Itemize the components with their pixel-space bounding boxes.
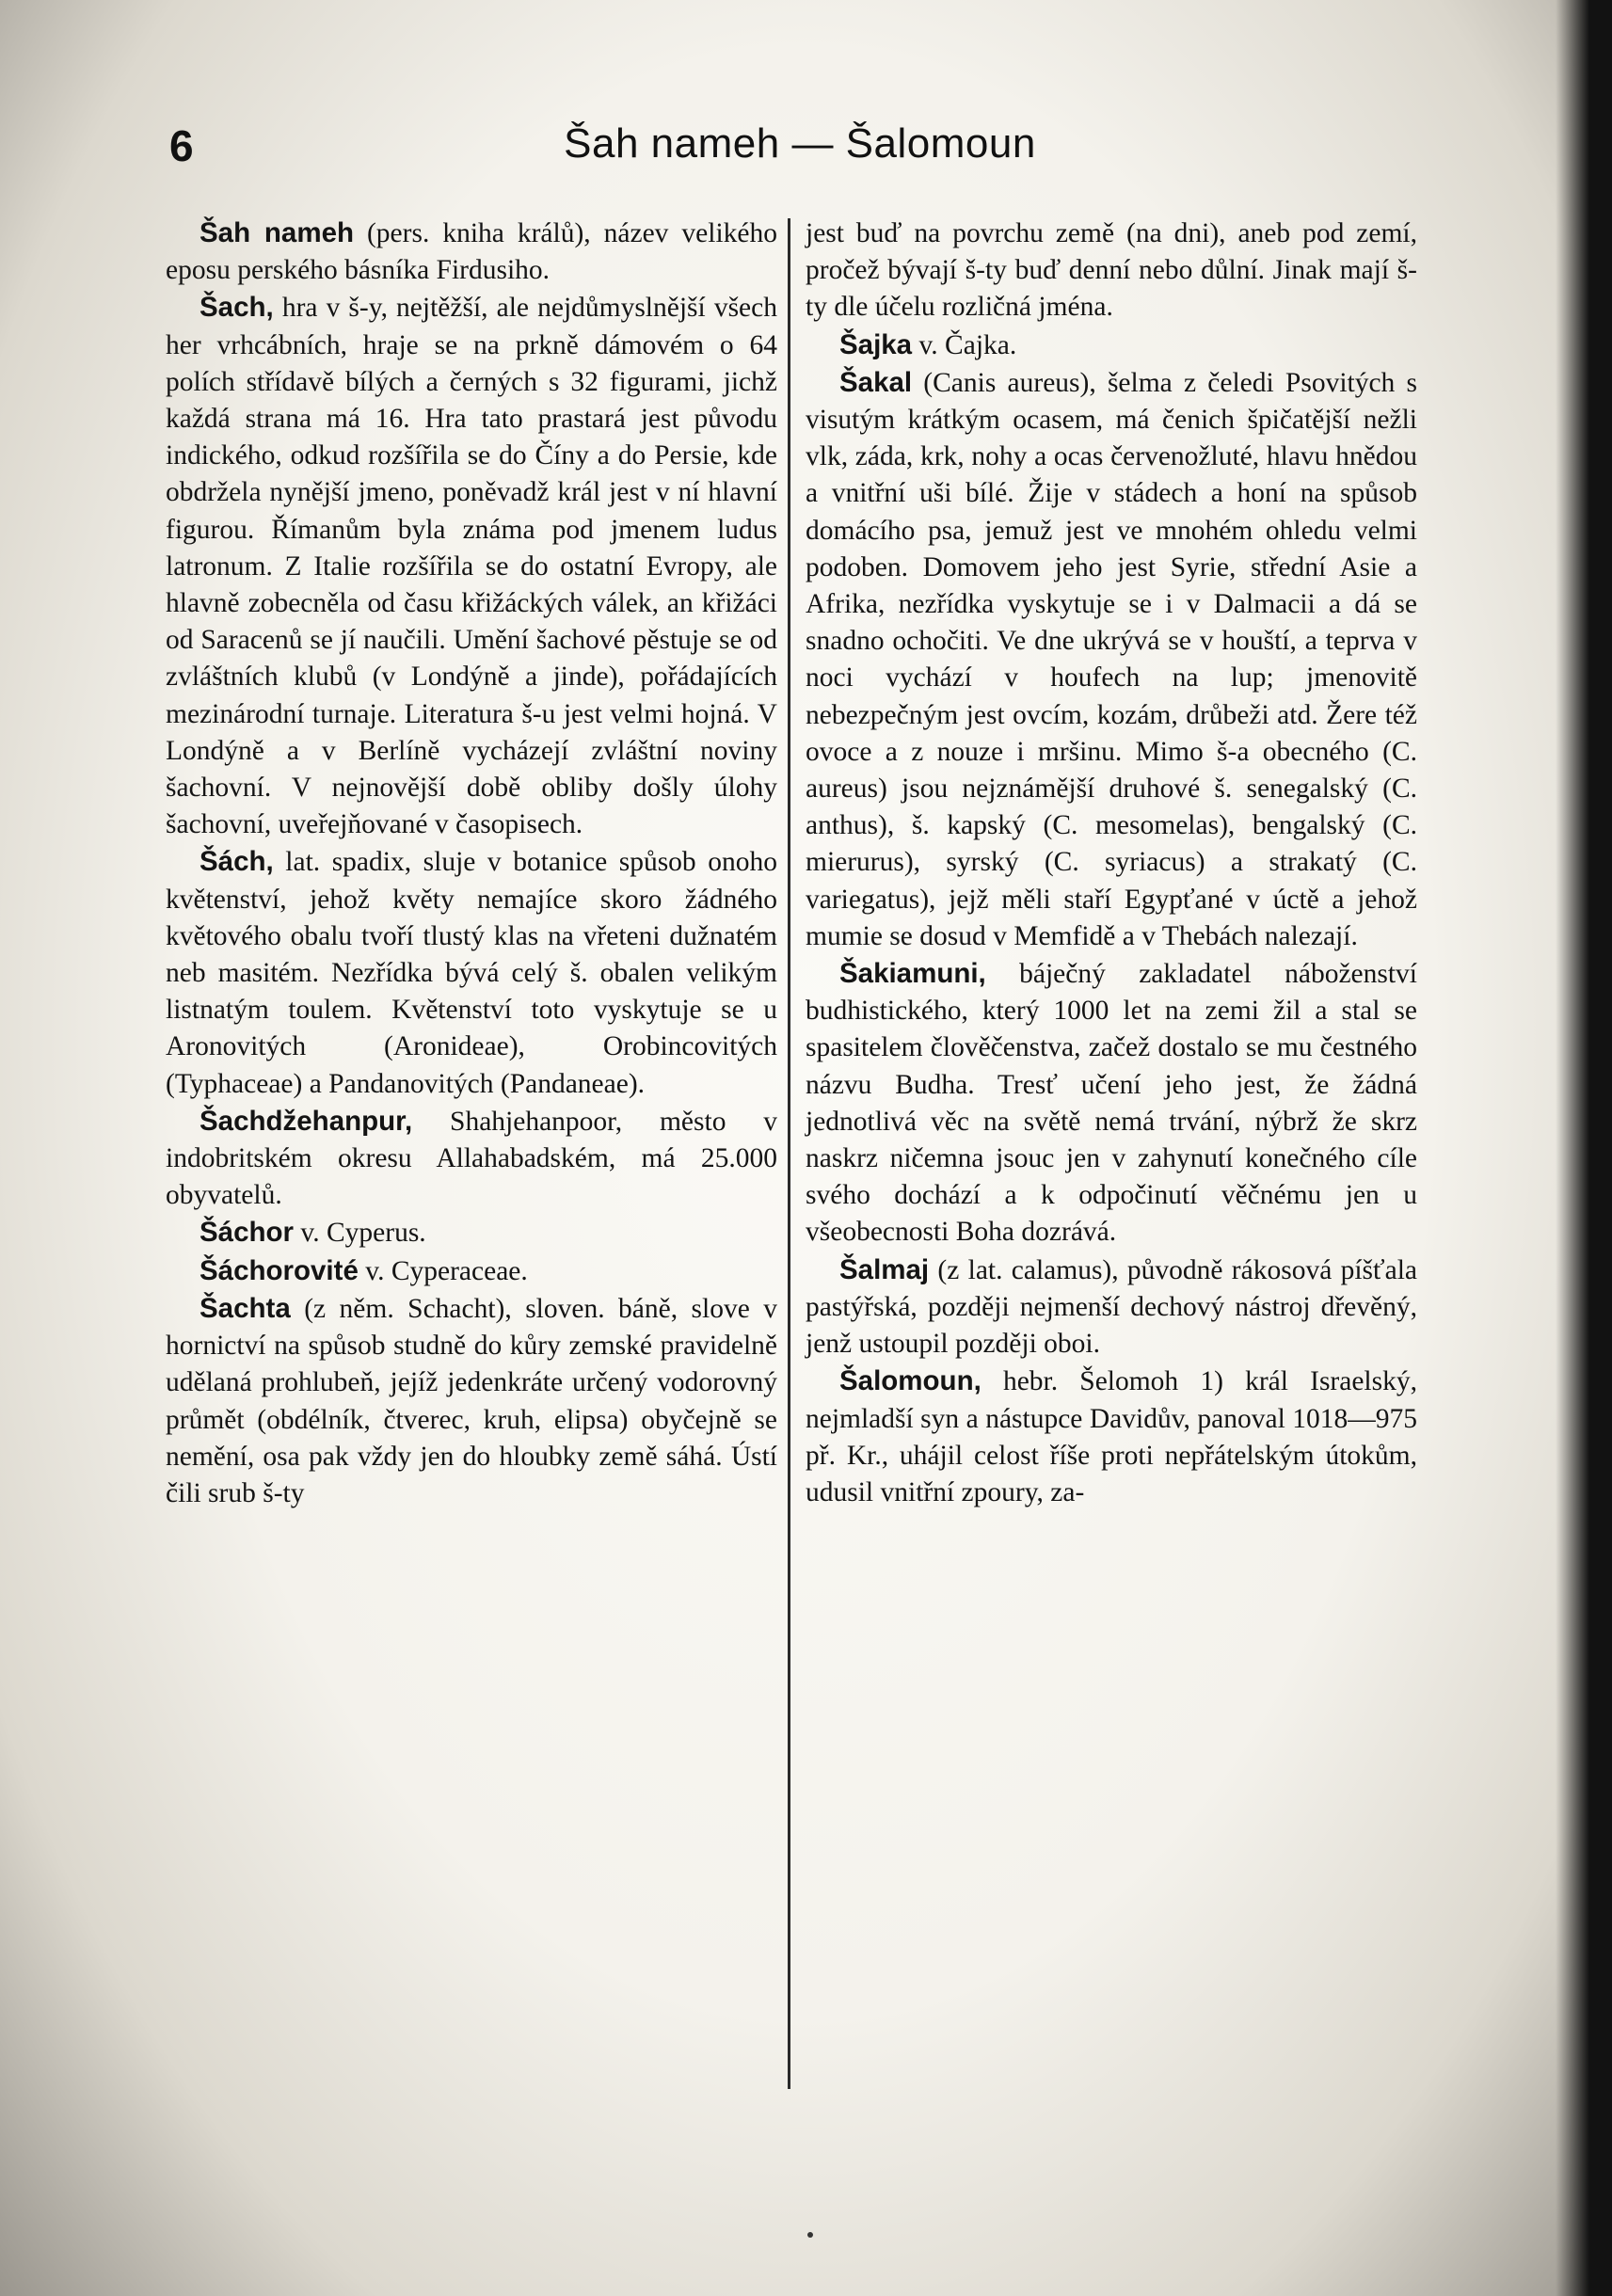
headword: Šachdžehanpur,	[200, 1105, 413, 1137]
entry-sachdzehanpur	[166, 1103, 777, 1215]
entry-text: v. Čajka.	[912, 329, 1017, 360]
headword: Šajka	[839, 328, 913, 360]
entry-salomoun	[806, 1363, 1417, 1511]
headword: Šach,	[200, 292, 274, 324]
headword: Šachta	[200, 1292, 291, 1324]
headword: Šah nameh	[200, 217, 354, 248]
entry-text: v. Cyperus.	[294, 1218, 426, 1249]
entry-text: (z něm. Schacht), sloven. báně, slove v hornictví na spůsob studně do kůry zemské pravidelně udělaná prohlubeň, jejíž jedenkráte určený vodorovný průmět (obdélník, čtverec, kruh, elipsa) obyčejně se nemění, osa pak vždy jen do hloubky země sáhá. Ústí čili srub š-ty	[166, 1293, 777, 1508]
page-header	[169, 120, 1430, 186]
entry-sakal	[806, 364, 1417, 955]
entry-text: v. Cyperaceae.	[358, 1255, 528, 1286]
headword: Šalomoun,	[839, 1365, 982, 1397]
running-head: Šah nameh — Šalomoun	[564, 120, 1036, 167]
entry-sachorovite	[166, 1252, 777, 1290]
entry-sach-botany	[166, 843, 777, 1102]
entry-text: (pers. kniha králů), název velikého eposu perského básníka Firdusiho.	[166, 218, 777, 286]
entry-text: hra v š-y, nejtěžší, ale nejdůmyslnější všech her vrhcábních, hraje se na prkně dámovém o 64 polích střídavě bílých a černých s 32 figurami, jichž každá strana má 16. Hra tato prastará jest původu indického, odkud rozšířila se do Číny a do Persie, kde obdržela nynější jmeno, poněvadž král jest v ní hlavní figurou. Římanům byla známa pod jmenem ludus latronum. Z Italie rozšířila se do ostatní Evropy, ale hlavně zobecněla od času křižáckých válek, an křižáci od Saracenů se jí naučili. Umění šachové pěstuje se od zvláštních klubů (v Londýně a jinde), pořádajících mezinárodní turnaje. Literatura š-u jest velmi hojná. V Londýně a v Berlíně vycházejí zvláštní noviny šachovní. V nejnovější době obliby došly úlohy šachovní, uveřejňované v časopisech.	[166, 293, 777, 840]
entry-sakiamuni	[806, 955, 1417, 1252]
left-column	[166, 215, 777, 1512]
scan-dark-edge	[1556, 0, 1612, 2296]
entry-text: (Canis aureus), šelma z čeledi Psovitých s visutým krátkým ocasem, má čenich špičatější nežli vlk, záda, krk, nohy a ocas červenožluté, hlavu hnědou a vnitřní uši bílé. Žije v stádech a honí na spůsob domácího psa, jemuž jest ve mnohém ohledu velmi podoben. Domovem jeho jest Syrie, střední Asie a Afrika, nezřídka vyskytuje se i v Dalmacii a dá se snadno ochočiti. Ve dne ukrývá se v houští, a teprva v noci vychází v houfech na lup; jmenovitě nebezpečným jest ovcím, kozám, drůbeži atd. Žere též ovoce a z nouze i mršinu. Mimo š-a obecného (C. aureus) jsou nejznámější druhové š. senegalský (C. anthus), š. kapský (C. mesomelas), bengalský (C. mierurus), syrský (C. syriacus) a strakatý (C. variegatus), jejž měli staří Egypťané v úctě a jehož mumie se dosud v Memfidě a v Thebách nalezají.	[806, 367, 1417, 951]
entry-text: báječný zakladatel náboženství budhistického, který 1000 let na zemi žil a stal se spasitelem člověčenstva, začež dostalo se mu čestného názvu Budha. Tresť učení jeho jest, že žádná jednotlivá věc na světě nemá trvání, nýbrž že skrz naskrz ničemna jsouc jen v zahynutí konečného cíle svého dochází a k odpočinutí věčnému jen u všeobecnosti Boha dozrává.	[806, 959, 1417, 1248]
entry-salmaj	[806, 1252, 1417, 1363]
column-divider	[788, 218, 790, 2089]
entry-sachta-continued	[806, 215, 1417, 327]
entry-text: lat. spadix, sluje v botanice spůsob onoho květenství, jehož květy nemajíce skoro žádného květového obalu tvoří tlustý klas na vřeteni dužnatém neb masitém. Nezřídka bývá celý š. obalen velikým listnatým toulem. Květenství toto vyskytuje se u Aronovitých (Aronideae), Orobincovitých (Typhaceae) a Pandanovitých (Pandaneae).	[166, 847, 777, 1099]
headword: Šakal	[839, 366, 913, 398]
entry-sajka	[806, 327, 1417, 364]
entry-sach	[166, 289, 777, 843]
page-number: 6	[169, 121, 194, 170]
entry-text: Shahjehanpoor, město v indobritském okresu Allahabadském, má 25.000 obyvatelů.	[166, 1106, 777, 1211]
print-speck	[807, 2232, 813, 2238]
right-column	[806, 215, 1417, 1511]
entry-text: (z lat. calamus), původně rákosová píšťala pastýřská, později nejmenší dechový nástroj dřevěný, jenž ustoupil později oboi.	[806, 1254, 1417, 1360]
entry-sachta	[166, 1290, 777, 1512]
headword: Šách,	[200, 846, 274, 878]
entry-text: jest buď na povrchu země (na dni), aneb pod zemí, pročež bývají š-ty buď denní nebo důlní. Jinak mají š-ty dle účelu rozličná jména.	[806, 218, 1417, 323]
headword: Šalmaj	[839, 1253, 930, 1285]
headword: Šáchorovité	[200, 1254, 359, 1286]
headword: Šakiamuni,	[839, 958, 986, 990]
entry-sachor	[166, 1214, 777, 1252]
entry-text: hebr. Šelomoh 1) král Israelský, nejmladší syn a nástupce Davidův, panoval 1018—975 př. Kr., uhájil celost říše proti nepřátelským útokům, udusil vnitřní zpoury, za-	[806, 1366, 1417, 1507]
entry-sah-nameh	[166, 215, 777, 289]
headword: Šáchor	[200, 1217, 295, 1249]
